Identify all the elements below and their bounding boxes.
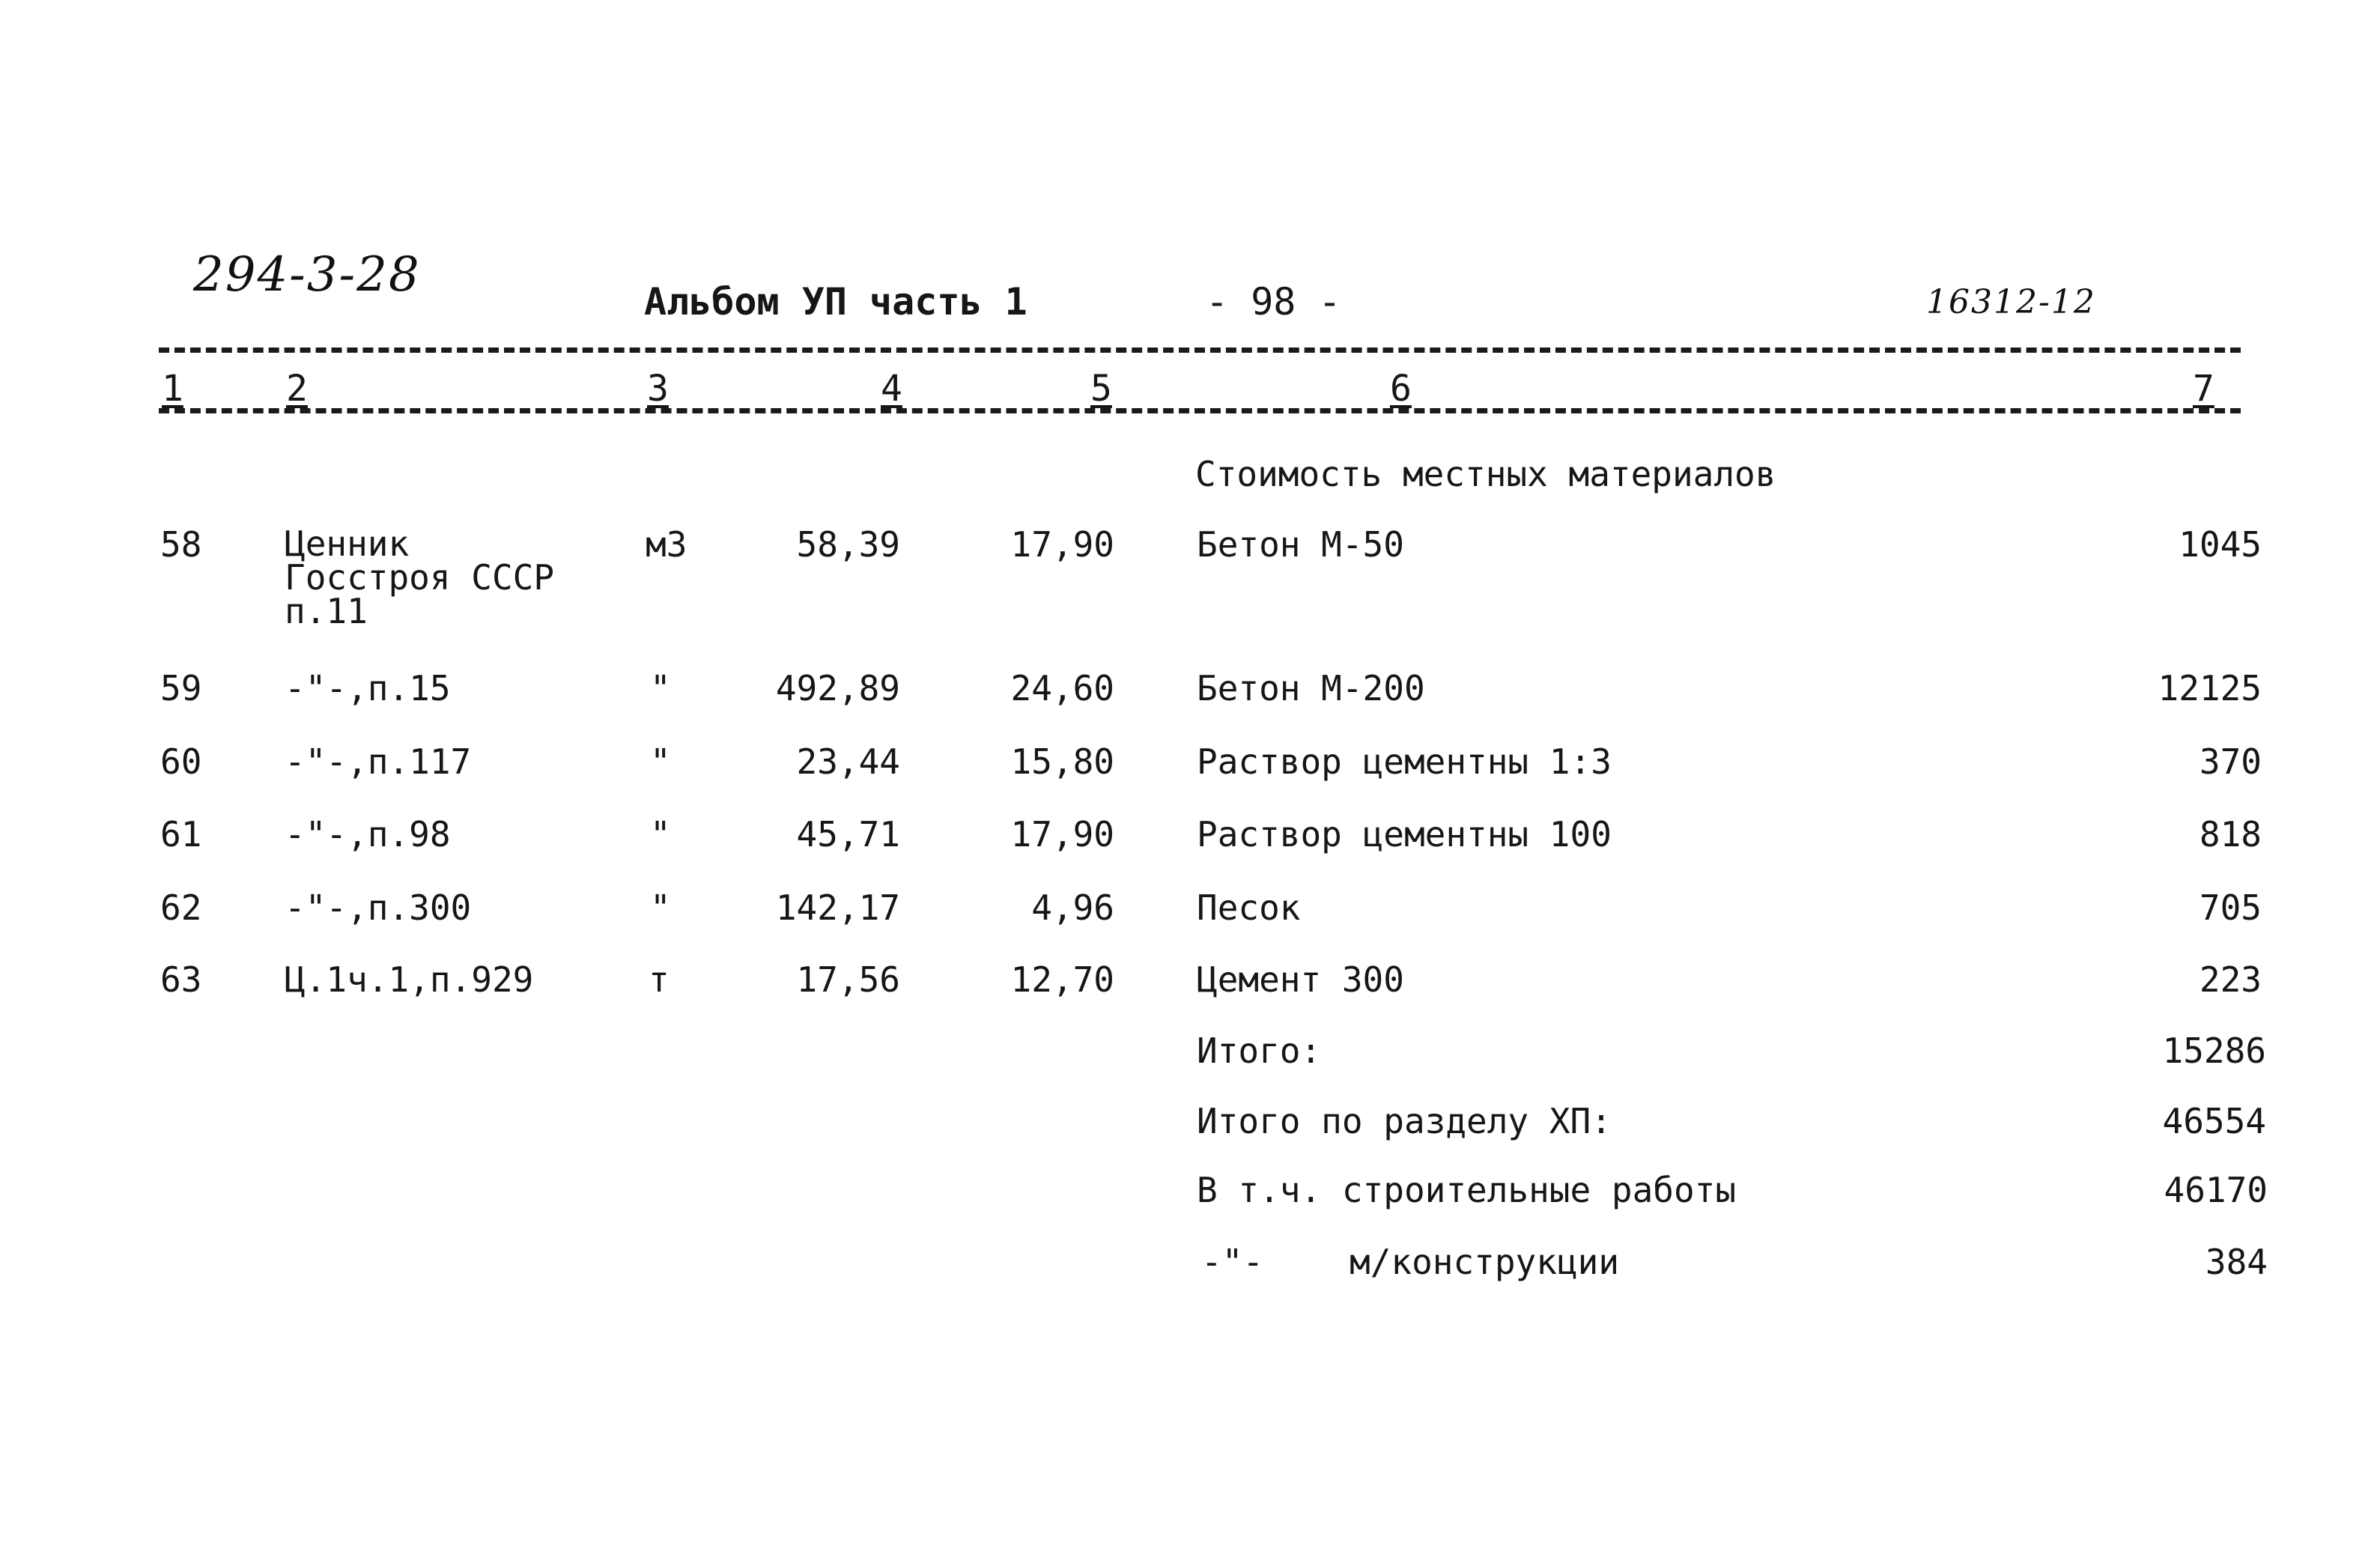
unit-price: 4,96 [1031, 887, 1114, 928]
quantity: 142,17 [775, 887, 900, 928]
column-number-5: 5 [1087, 371, 1115, 407]
unit-price: 15,80 [1010, 741, 1114, 782]
ditto-mark: -"- [1201, 1242, 1264, 1282]
unit-price: 24,60 [1010, 668, 1114, 708]
material-name: Песок [1197, 887, 1301, 928]
unit: " [650, 887, 671, 928]
row-number: 61 [160, 814, 202, 855]
material-name: Цемент 300 [1197, 959, 1404, 1000]
material-name: Бетон М-50 [1197, 524, 1404, 565]
album-title: Альбом УП часть 1 [644, 280, 1027, 324]
row-number: 63 [160, 959, 202, 1000]
total-cost: 223 [2199, 959, 2262, 1000]
material-name: Бетон М-200 [1197, 668, 1425, 708]
row-number: 62 [160, 887, 202, 928]
row-number: 58 [160, 524, 202, 565]
column-number-2: 2 [283, 371, 311, 407]
metal-structures-label: м/конструкции [1350, 1242, 1620, 1282]
row-number: 59 [160, 668, 202, 708]
column-number-7: 7 [2190, 371, 2217, 407]
construction-works-value: 46170 [2164, 1170, 2268, 1210]
price-source: -"-,п.117 [285, 741, 472, 782]
price-source: Ценник Госстроя СССР п.11 [285, 523, 555, 632]
section-title: Стоимость местных материалов [1195, 454, 1776, 494]
column-number-1: 1 [159, 371, 186, 407]
subtotal-label: Итого: [1197, 1031, 1322, 1071]
header-rule-bottom [159, 408, 2241, 413]
unit-price: 17,90 [1010, 524, 1114, 565]
unit-price: 12,70 [1010, 959, 1114, 1000]
subtotal-value: 15286 [2162, 1031, 2266, 1071]
price-source: -"-,п.300 [285, 887, 472, 928]
unit: " [650, 668, 671, 708]
total-cost: 370 [2199, 741, 2262, 782]
column-number-3: 3 [644, 371, 672, 407]
unit: " [650, 741, 671, 782]
column-number-4: 4 [878, 371, 905, 407]
unit: " [650, 814, 671, 855]
metal-structures-value: 384 [2205, 1242, 2268, 1282]
section-total-label: Итого по разделу ХП: [1197, 1101, 1612, 1141]
construction-works-label: В т.ч. строительные работы [1197, 1170, 1737, 1210]
unit-price: 17,90 [1010, 814, 1114, 855]
total-cost: 1045 [2179, 524, 2262, 565]
total-cost: 12125 [2158, 668, 2262, 708]
header-rule-top [159, 347, 2241, 353]
quantity: 23,44 [796, 741, 900, 782]
handwritten-inventory-number: 16312-12 [1926, 283, 2096, 321]
price-source: -"-,п.15 [285, 668, 451, 708]
row-number: 60 [160, 741, 202, 782]
unit: м3 [646, 524, 687, 565]
price-source: Ц.1ч.1,п.929 [285, 959, 534, 1000]
material-name: Раствор цементны 100 [1197, 814, 1612, 855]
section-total-value: 46554 [2162, 1101, 2266, 1141]
quantity: 17,56 [796, 959, 900, 1000]
handwritten-document-code: 294-3-28 [193, 247, 421, 303]
total-cost: 705 [2199, 887, 2262, 928]
total-cost: 818 [2199, 814, 2262, 855]
column-number-6: 6 [1387, 371, 1415, 407]
unit: т [649, 959, 670, 1000]
material-name: Раствор цементны 1:3 [1197, 741, 1612, 782]
quantity: 492,89 [775, 668, 900, 708]
quantity: 58,39 [796, 524, 900, 565]
quantity: 45,71 [796, 814, 900, 855]
price-source: -"-,п.98 [285, 814, 451, 855]
page-number: - 98 - [1206, 280, 1341, 324]
